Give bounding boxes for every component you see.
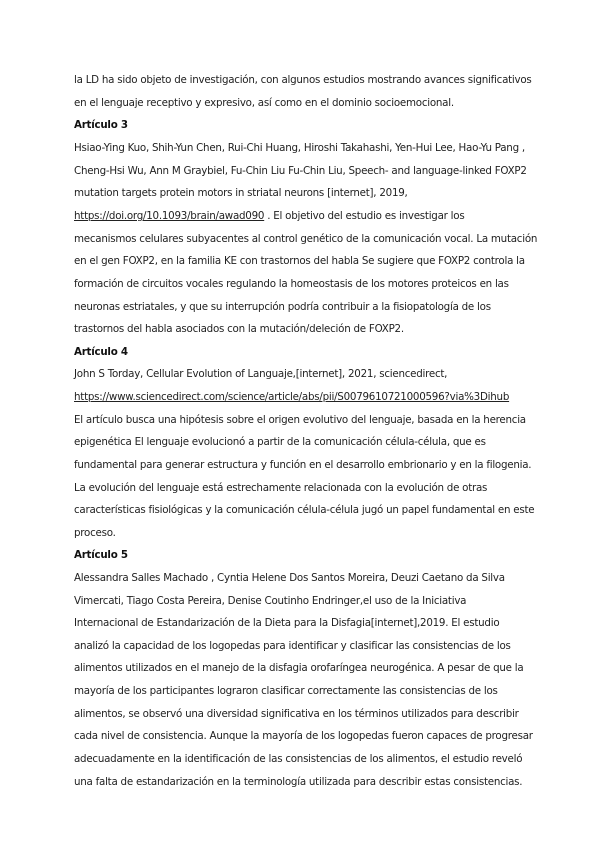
reference-text-line: John S Torday, Cellular Evolution of Languaje,[internet], 2021, sciencedirect, <box>74 368 448 380</box>
body-text-line: El artículo busca una hipótesis sobre el origen evolutivo del lenguaje, basada en la herencia <box>74 414 526 426</box>
body-text-line: la LD ha sido objeto de investigación, con algunos estudios mostrando avances significativos <box>74 74 532 86</box>
body-text-line: alimentos utilizados en el manejo de la disfagia orofaríngea neurogénica. A pesar de que la <box>74 662 524 674</box>
body-text-line: mecanismos celulares subyacentes al control genético de la comunicación vocal. La mutación <box>74 233 538 245</box>
section-heading-articulo-4: Artículo 4 <box>74 346 128 358</box>
body-text-line: adecuadamente en la identificación de las consistencias de los alimentos, el estudio reveló <box>74 753 523 765</box>
body-text-line: analizó la capacidad de los logopedas para identificar y clasificar las consistencias de los <box>74 640 511 652</box>
reference-text-line: Internacional de Estandarización de la Dieta para la Disfagia[internet],2019. El estudio <box>74 617 500 629</box>
body-text-line: cada nivel de consistencia. Aunque la mayoría de los logopedas fueron capaces de progresar <box>74 730 533 742</box>
reference-text-line: mutation targets protein motors in striatal neurons [internet], 2019, <box>74 187 408 199</box>
body-text-line: epigenética El lenguaje evolucionó a partir de la comunicación célula-célula, que es <box>74 436 486 448</box>
body-text-fragment: . El objetivo del estudio es investigar los <box>267 210 465 222</box>
body-text-line: características fisiológicas y la comunicación célula-célula jugó un papel fundamental en este <box>74 504 535 516</box>
body-text-line: una falta de estandarización en la terminología utilizada para describir estas consistencias. <box>74 776 523 788</box>
reference-text-line <box>74 209 464 223</box>
body-text-line: en el lenguaje receptivo y expresivo, así como en el dominio socioemocional. <box>74 97 454 109</box>
reference-text-line <box>74 390 509 404</box>
body-text-line: en el gen FOXP2, en la familia KE con trastornos del habla Se sugiere que FOXP2 controla la <box>74 255 525 267</box>
body-text-line: proceso. <box>74 527 116 539</box>
reference-text-line: Vimercati, Tiago Costa Pereira, Denise Coutinho Endringer,el uso de la Iniciativa <box>74 595 467 607</box>
reference-text-line: Alessandra Salles Machado , Cyntia Helene Dos Santos Moreira, Deuzi Caetano da Silva <box>74 572 505 584</box>
body-text-line: mayoría de los participantes lograron clasificar correctamente las consistencias de los <box>74 685 498 697</box>
body-text-line: alimentos, se observó una diversidad significativa en los términos utilizados para describir <box>74 708 519 720</box>
body-text-line: La evolución del lenguaje está estrechamente relacionada con la evolución de otras <box>74 482 488 494</box>
doi-link[interactable]: https://doi.org/10.1093/brain/awad090 <box>74 210 265 222</box>
body-text-line: fundamental para generar estructura y función en el desarrollo embrionario y en la filogenia. <box>74 459 532 471</box>
body-text-line: formación de circuitos vocales regulando la homeostasis de los motores proteicos en las <box>74 278 509 290</box>
section-heading-articulo-3: Artículo 3 <box>74 119 128 131</box>
reference-text-line: Hsiao-Ying Kuo, Shih-Yun Chen, Rui-Chi Huang, Hiroshi Takahashi, Yen-Hui Lee, Hao-Yu Pang , <box>74 142 525 154</box>
sciencedirect-link[interactable]: https://www.sciencedirect.com/science/article/abs/pii/S0079610721000596?via%3Dihub <box>74 391 510 403</box>
section-heading-articulo-5: Artículo 5 <box>74 549 128 561</box>
body-text-line: trastornos del habla asociados con la mutación/deleción de FOXP2. <box>74 323 404 335</box>
body-text-line: neuronas estriatales, y que su interrupción podría contribuir a la fisiopatología de los <box>74 301 491 313</box>
reference-text-line: Cheng-Hsi Wu, Ann M Graybiel, Fu-Chin Liu Fu-Chin Liu, Speech- and language-linked FOXP2 <box>74 165 527 177</box>
